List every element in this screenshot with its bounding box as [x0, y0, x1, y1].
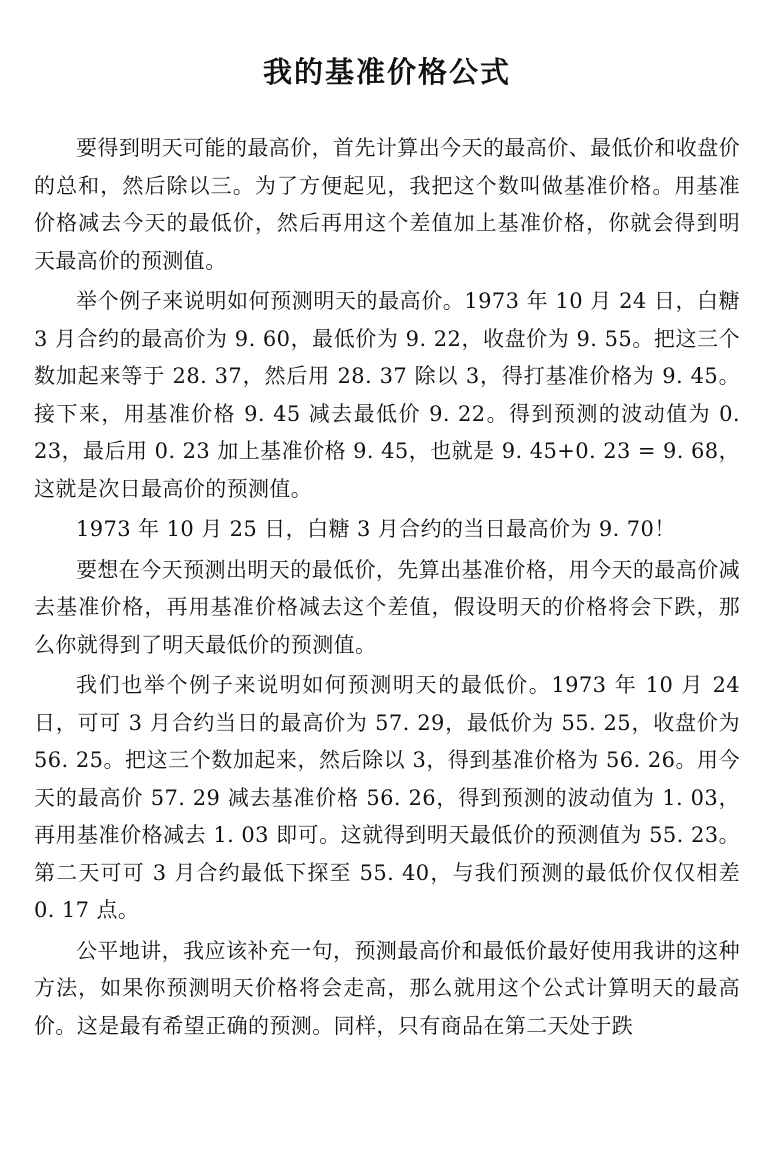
paragraph-5: 我们也举个例子来说明如何预测明天的最低价。1973 年 10 月 24 日，可可 3 月合约当日的最高价为 57. 29，最低价为 55. 25，收盘价为 56. 25。把这三个数加起来，然后除以 3，得到基准价格为 56. 26。用今天的最高价 57. 29 减去基准价格 56. 26，得到预测的波动值为 1. 03，再用基准价格减去 1. 03 即可。这就得到明天最低价的预测值为 55. 23。第二天可可 3 月合约最低下探至 55. 40，与我们预测的最低价仅仅相差 0. 17 点。: [34, 673, 740, 922]
paragraph-2: 举个例子来说明如何预测明天的最高价。1973 年 10 月 24 日，白糖 3 月合约的最高价为 9. 60，最低价为 9. 22，收盘价为 9. 55。把这三个数加起来等于 28. 37，然后用 28. 37 除以 3，得打基准价格为 9. 45。接下来，用基准价格 9. 45 减去最低价 9. 22。得到预测的波动值为 0. 23，最后用 0. 23 加上基准价格 9. 45，也就是 9. 45+0. 23 = 9. 68，这就是次日最高价的预测值。: [34, 289, 740, 501]
paragraph-1: 要得到明天可能的最高价，首先计算出今天的最高价、最低价和收盘价的总和，然后除以三。为了方便起见，我把这个数叫做基准价格。用基准价格减去今天的最低价，然后再用这个差值加上基准价格，你就会得到明天最高价的预测值。: [34, 136, 740, 273]
paragraph-4: 要想在今天预测出明天的最低价，先算出基准价格，用今天的最高价减去基准价格，再用基准价格减去这个差值，假设明天的价格将会下跌，那么你就得到了明天最低价的预测值。: [34, 557, 740, 657]
page-title: 我的基准价格公式: [262, 55, 511, 89]
document-page: [34, 48, 740, 1048]
paragraph-6: 公平地讲，我应该补充一句，预测最高价和最低价最好使用我讲的这种方法，如果你预测明天价格将会走高，那么就用这个公式计算明天的最高价。这是最有希望正确的预测。同样，只有商品在第二天处于跌: [34, 938, 740, 1038]
paragraph-3: 1973 年 10 月 25 日，白糖 3 月合约的当日最高价为 9. 70！: [76, 517, 676, 541]
